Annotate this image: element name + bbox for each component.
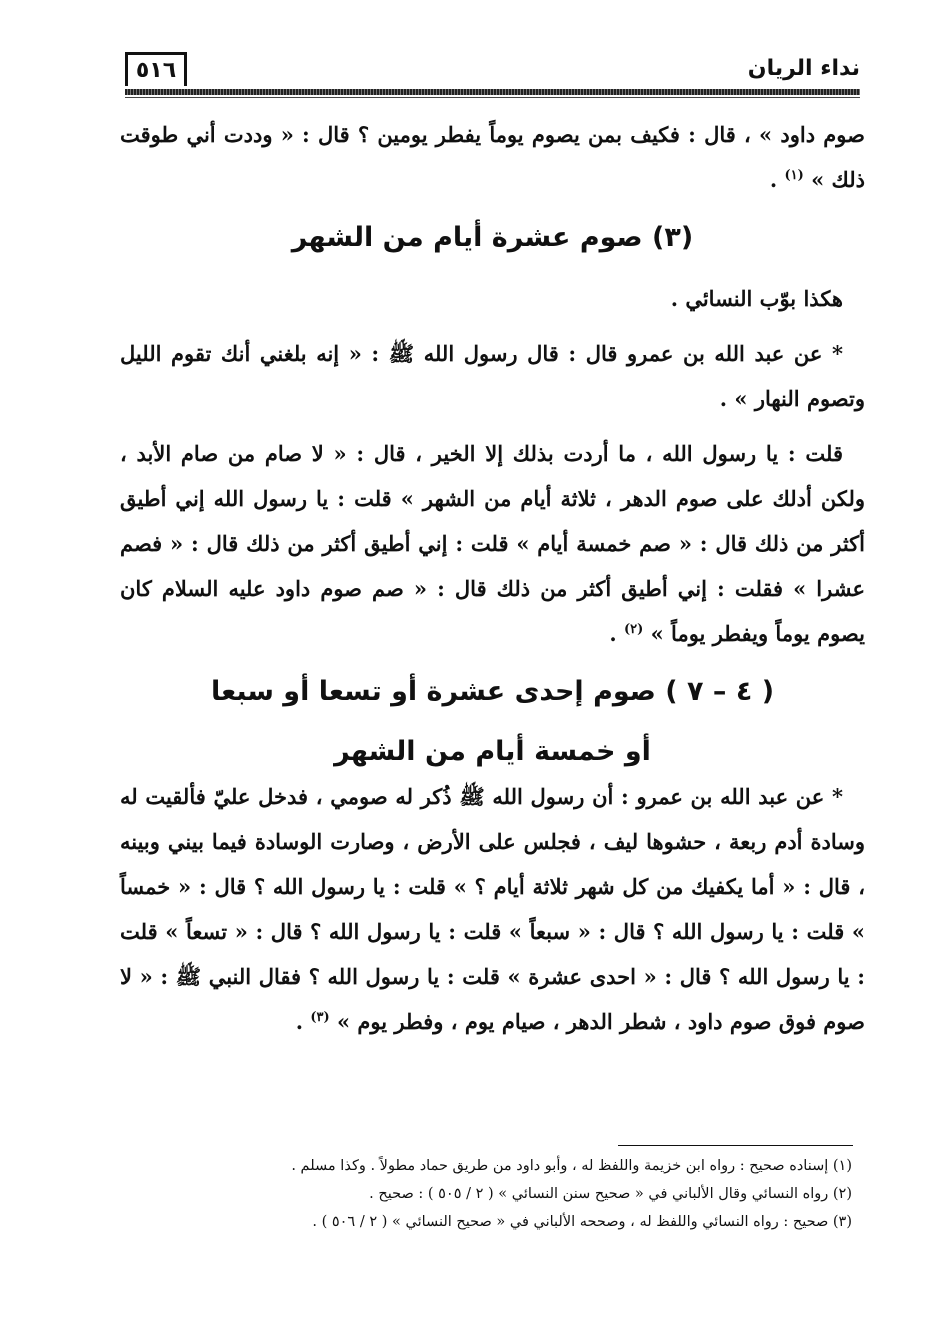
footnote-1: (١) إسناده صحيح : رواه ابن خزيمة واللفظ له ، وأبو داود من طريق حماد مطولاً . وكذا مسلم . bbox=[291, 1158, 852, 1174]
paragraph-2: هكذا بوّب النسائي . bbox=[670, 286, 843, 311]
paragraph-1-text: صوم داود » ، قال : فكيف بمن يصوم يوماً يفطر يومين ؟ قال : « وددت أني طوقت ذلك » bbox=[120, 122, 865, 192]
page-number: ٥١٦ bbox=[125, 52, 187, 86]
footnote-ref-2[interactable]: (٢) bbox=[624, 622, 644, 637]
footnote-separator bbox=[618, 1145, 853, 1146]
paragraph-1-end: . bbox=[769, 167, 785, 192]
running-header bbox=[125, 52, 860, 94]
header-rule bbox=[125, 89, 860, 95]
footnote-ref-3[interactable]: (٣) bbox=[310, 1010, 330, 1025]
footnotes bbox=[140, 1152, 852, 1236]
paragraph-5-end: . bbox=[295, 1009, 311, 1034]
footnote-ref-1[interactable]: (١) bbox=[784, 168, 804, 183]
section-heading-4-7-line-1: ( ٤ – ٧ ) صوم إحدى عشرة أو تسعا أو سبعا bbox=[210, 676, 775, 707]
paragraph-4 bbox=[120, 431, 865, 656]
paragraph-3: * عن عبد الله بن عمرو قال : قال رسول الله ﷺ : « إنه بلغني أنك تقوم الليل وتصوم النهار » . bbox=[120, 341, 865, 411]
paragraph-1 bbox=[120, 112, 865, 202]
main-text bbox=[120, 112, 865, 1054]
paragraph-5-text: * عن عبد الله بن عمرو : أن رسول الله ﷺ ذُكر له صومي ، فدخل عليّ فألقيت له وسادة أدم ربعة ، حشوها ليف ، فجلس على الأرض ، وصارت الوسادة فيما بيني وبينه ، قال : « أما يكفيك من كل شهر ثلاثة أيام ؟ » قلت : يا رسول الله ؟ قال : « خمساً » قلت : يا رسول الله ؟ قال : « سبعاً » قلت : يا رسول الله ؟ قال : « تسعاً » قلت : يا رسول الله ؟ قال : « احدى عشرة » قلت : يا رسول الله ؟ فقال النبي ﷺ : « لا صوم فوق صوم داود ، شطر الدهر ، صيام يوم ، وفطر يوم » bbox=[120, 784, 865, 1034]
section-heading-4-7-line-2: أو خمسة أيام من الشهر bbox=[334, 736, 651, 767]
footnote-3: (٣) صحيح : رواه النسائي واللفظ له ، وصححه الألباني في « صحيح النسائي » ( ٢ / ٥٠٦ ) . bbox=[312, 1214, 852, 1230]
header-rule-thin bbox=[125, 97, 860, 98]
running-title: نداء الريان bbox=[747, 56, 860, 81]
paragraph-4-text: قلت : يا رسول الله ، ما أردت بذلك إلا الخير ، قال : « لا صام من صام الأبد ، ولكن أدلك على صوم الدهر ، ثلاثة أيام من الشهر » قلت : يا رسول الله إني أطيق أكثر من ذلك قال : « صم خمسة أيام » قلت : إني أطيق أكثر من ذلك قال : « فصم عشرا » فقلت : إني أطيق أكثر من ذلك قال : « صم صوم داود عليه السلام كان يصوم يوماً ويفطر يوماً » bbox=[120, 441, 865, 646]
paragraph-5 bbox=[120, 774, 865, 1044]
footnote-2: (٢) رواه النسائي وقال الألباني في « صحيح سنن النسائي » ( ٢ / ٥٠٥ ) : صحيح . bbox=[369, 1186, 852, 1202]
paragraph-4-end: . bbox=[609, 621, 624, 646]
section-heading-3: (٣) صوم عشرة أيام من الشهر bbox=[291, 222, 694, 253]
